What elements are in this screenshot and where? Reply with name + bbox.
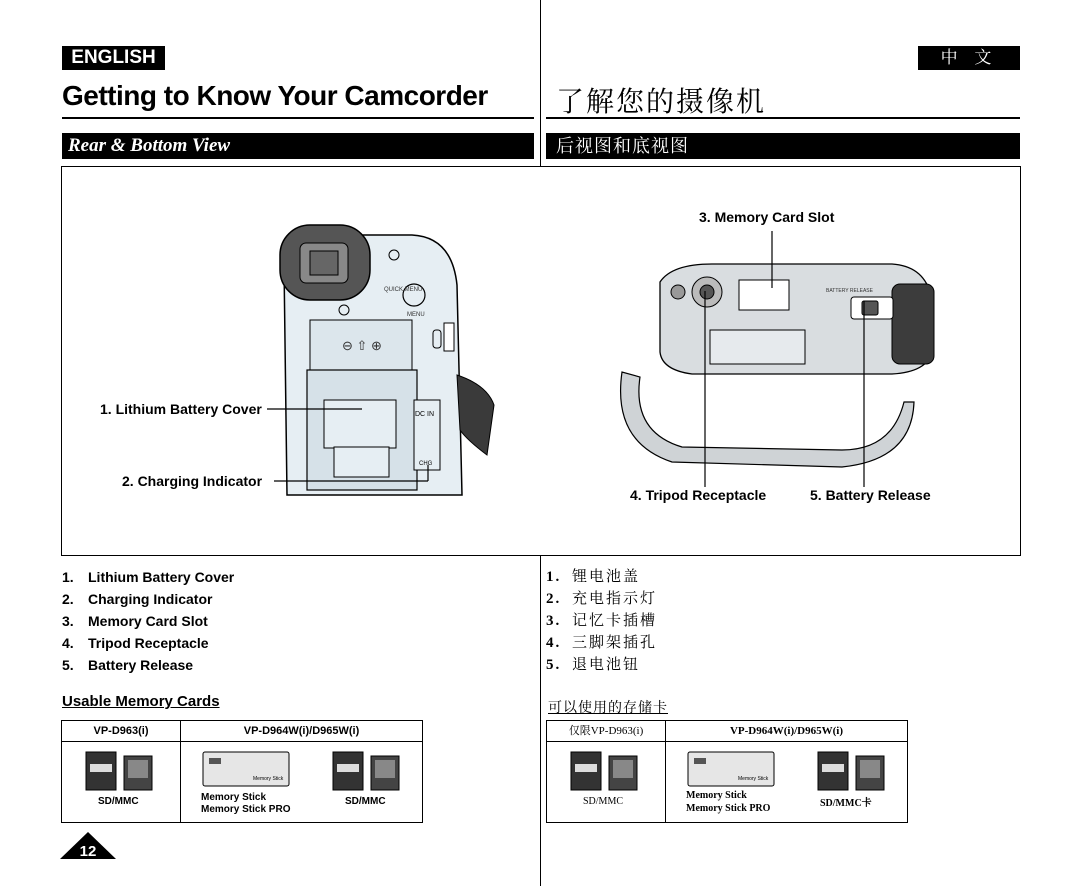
table-header: VP-D963(i): [62, 721, 181, 742]
page-title-chinese: 了解您的摄像机: [556, 86, 767, 117]
svg-text:⊖ ⇧ ⊕: ⊖ ⇧ ⊕: [342, 338, 382, 353]
memory-stick-caption: Memory Stick: [686, 790, 747, 801]
figure-box: [61, 166, 1021, 556]
table-header: VP-D964W(i)/D965W(i): [666, 721, 908, 742]
sd-mmc-caption: SD/MMC: [98, 796, 139, 807]
memory-stick-icon: [686, 750, 778, 790]
callout-memory-card-slot: 3. Memory Card Slot: [699, 209, 835, 225]
parts-list-english: [62, 566, 234, 676]
memory-stick-caption: Memory Stick: [201, 792, 267, 803]
memory-stick-logo-text: Memory Stick: [253, 776, 284, 782]
chg-text: CHG: [419, 461, 433, 467]
table-header: 仅限VP-D963(i): [547, 721, 666, 742]
section-title-chinese: 后视图和底视图: [546, 133, 1020, 159]
usable-cards-table-chinese: [546, 720, 908, 823]
list-item: 2. Charging Indicator: [62, 591, 213, 607]
sd-mmc-caption: SD/MMC: [583, 796, 624, 807]
title-rule-left: [62, 117, 534, 119]
title-rule-right: [546, 117, 1020, 119]
usable-cards-heading-english: Usable Memory Cards: [62, 693, 220, 710]
dc-in-text: DC IN: [415, 411, 435, 418]
callout-lines-right: [542, 167, 1020, 555]
list-item: 5. 退电池钮: [546, 657, 641, 673]
table-cell: [62, 742, 181, 823]
quick-menu-text: QUICK MENU: [384, 287, 423, 293]
list-item: 3. Memory Card Slot: [62, 613, 208, 629]
parts-list-chinese: [546, 566, 657, 676]
list-item: 1. 锂电池盖: [546, 569, 641, 585]
table-cell: [547, 742, 666, 823]
sd-mmc-caption: SD/MMC: [345, 796, 386, 807]
list-item: 1. Lithium Battery Cover: [62, 569, 235, 585]
language-badge-english: ENGLISH: [62, 46, 165, 70]
memory-stick-icon: [201, 750, 293, 790]
table-header: VP-D964W(i)/D965W(i): [181, 721, 423, 742]
callout-tripod-receptacle: 4. Tripod Receptacle: [630, 487, 767, 503]
list-item: 2. 充电指示灯: [546, 591, 658, 607]
language-badge-chinese: 中 文: [918, 46, 1020, 70]
menu-text: MENU: [407, 312, 425, 318]
list-item: 4. Tripod Receptacle: [62, 635, 209, 651]
callout-battery-release: 5. Battery Release: [810, 487, 931, 503]
section-title-english: Rear & Bottom View: [62, 133, 534, 159]
memory-stick-pro-caption: Memory Stick PRO: [201, 804, 291, 815]
callout-charging-indicator: 2. Charging Indicator: [122, 473, 263, 489]
sd-mmc-caption: SD/MMC卡: [820, 798, 872, 809]
sd-mmc-card-icon: [816, 750, 888, 792]
list-item: 3. 记忆卡插槽: [546, 613, 658, 629]
usable-cards-table-english: [61, 720, 423, 823]
callout-lithium-battery-cover: 1. Lithium Battery Cover: [100, 401, 262, 417]
list-item: 4. 三脚架插孔: [546, 635, 658, 651]
page-title-english: Getting to Know Your Camcorder: [62, 80, 488, 111]
page-number: 12: [79, 843, 97, 860]
callout-lines-left: [62, 167, 542, 555]
table-cell: [666, 742, 908, 823]
memory-stick-pro-caption: Memory Stick PRO: [686, 803, 771, 814]
list-item: 5. Battery Release: [62, 657, 194, 673]
table-cell: [181, 742, 423, 823]
sd-mmc-card-icon: [331, 750, 403, 792]
sd-mmc-card-icon: [84, 750, 156, 792]
battery-release-text: BATTERY RELEASE: [826, 288, 873, 294]
sd-mmc-card-icon: [569, 750, 641, 792]
memory-stick-logo-text: Memory Stick: [738, 776, 769, 782]
usable-cards-heading-chinese: 可以使用的存储卡: [548, 701, 668, 716]
page-number-badge: [60, 832, 116, 860]
